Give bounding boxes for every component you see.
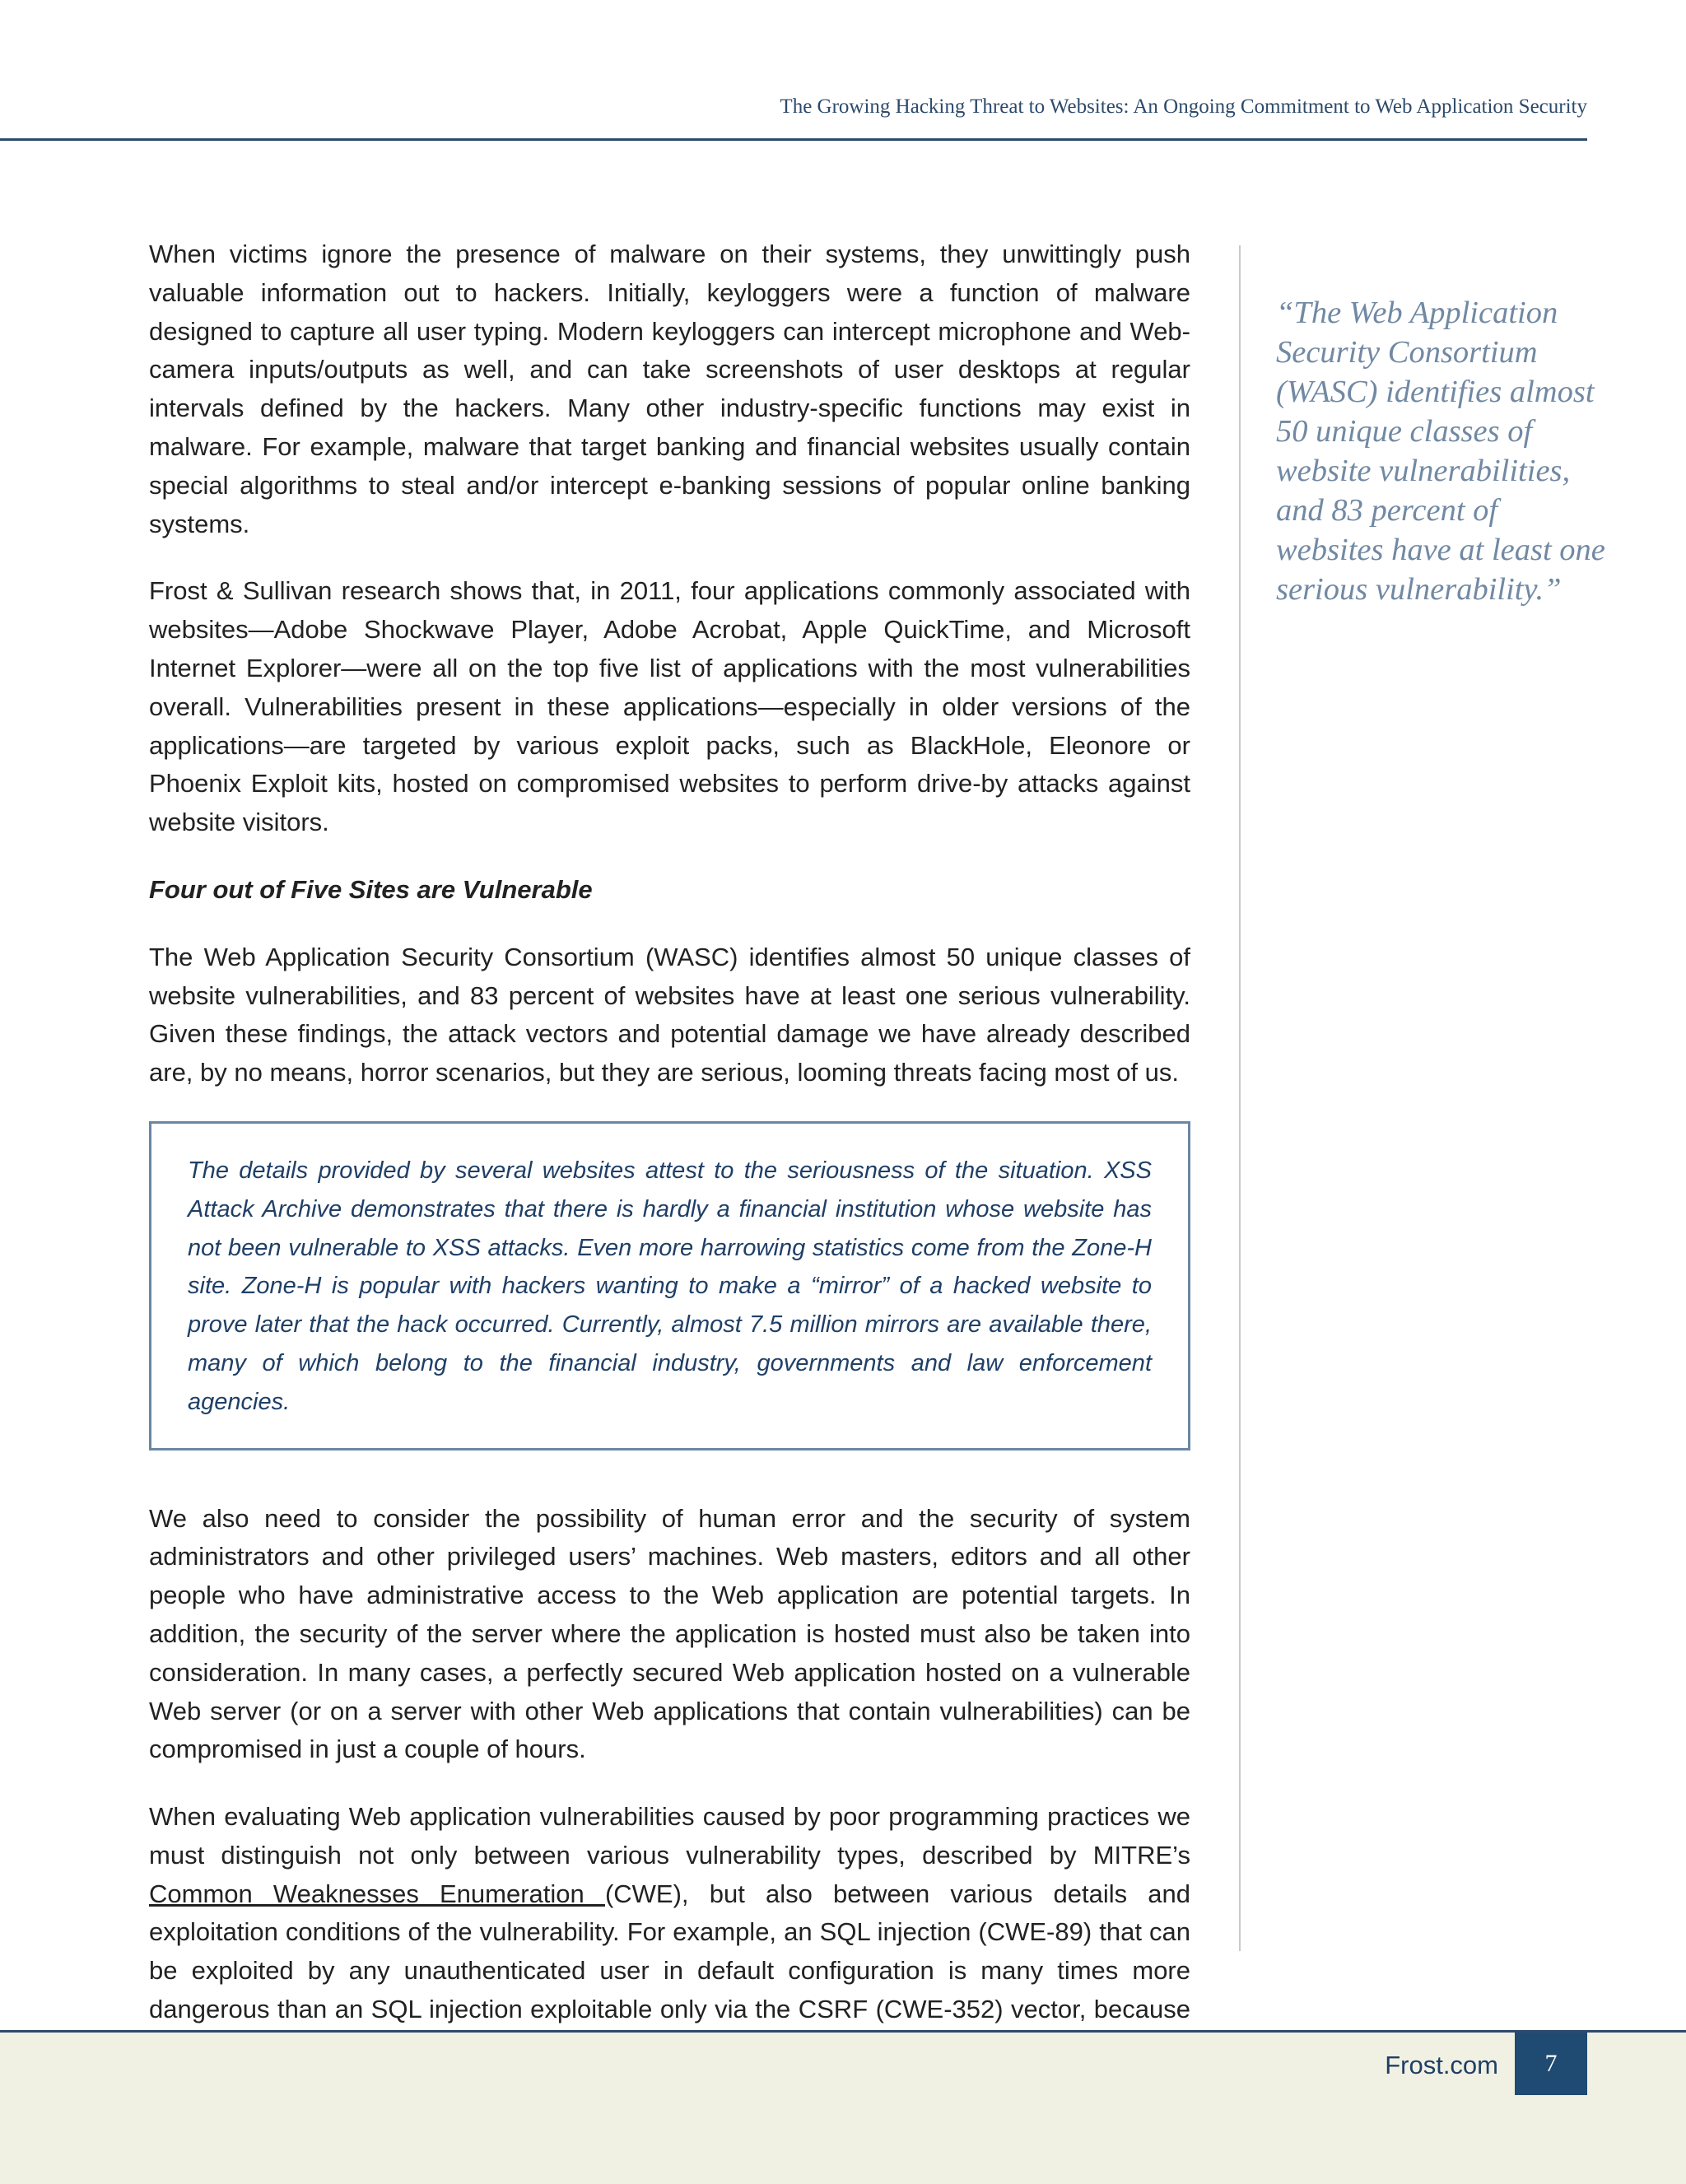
body-paragraph-5: [149, 1798, 1190, 2068]
callout-text: The details provided by several websites attest to the seriousness of the situation. XSS Attack Archive demonstrates that there is hardly a financial institution whose website has not been vulnerable to XSS attacks. Even more harrowing statistics come from the Zone-H site. Zone-H is popular with hackers wanting to make a “mirror” of a hacked website to prove later that the hack occurred. Currently, almost 7.5 million mirrors are available there, many of which belong to the financial industry, governments and law enforcement agencies.: [188, 1157, 1152, 1415]
page-number: 7: [1515, 2033, 1587, 2095]
paragraph-5-lead: When evaluating Web application vulnerabilities caused by poor programming practices we must distinguish not only between various vulnerability types, described by MITRE’s: [149, 1802, 1190, 1870]
paragraph-5-tail: (CWE), but also between various details and exploitation conditions of the vulnerability. For example, an SQL injection (CWE-89) that can be exploited by any unauthenticated user in default configuration is many times more dangerous than an SQL injection exploitable only via the CSRF (CWE-352) vector, because: [149, 1879, 1190, 2024]
main-column: [149, 235, 1190, 2097]
body-paragraph-2: Frost & Sullivan research shows that, in 2011, four applications commonly associated with websites—Adobe Shockwave Player, Adobe Acrobat, Apple QuickTime, and Microsoft Internet Explorer—were all on the top five list of applications with the most vulnerabilities overall. Vulnerabilities present in these applications—especially in older versions of the applications—are targeted by various exploit packs, such as BlackHole, Eleonore or Phoenix Exploit kits, hosted on compromised websites to perform drive-by attacks against website visitors.: [149, 576, 1190, 837]
running-header: [0, 0, 1587, 141]
section-subheading: Four out of Five Sites are Vulnerable: [149, 874, 593, 904]
cwe-link[interactable]: Common Weaknesses Enumeration: [149, 1879, 605, 1908]
body-paragraph-4: We also need to consider the possibility of human error and the security of system administrators and other privileged users’ machines. Web masters, editors and all other people who have administrative access to the Web application are potential targets. In addition, the security of the server where the application is hosted must also be taken into consideration. In many cases, a perfectly secured Web application hosted on a vulnerable Web server (or on a server with other Web applications that contain vulnerabilities) can be compromised in just a couple of hours.: [149, 1503, 1190, 1764]
body-paragraph-3: The Web Application Security Consortium (WASC) identifies almost 50 unique classes of website vulnerabilities, and 83 percent of websites have at least one serious vulnerability. Given these findings, the attack vectors and potential damage we have already described are, by no means, horror scenarios, but they are serious, looming threats facing most of us.: [149, 942, 1190, 1087]
callout-box: [149, 1121, 1190, 1451]
page-footer: [0, 2030, 1686, 2184]
column-divider: [1239, 245, 1241, 1951]
body-paragraph-1: When victims ignore the presence of malware on their systems, they unwittingly push valuable information out to hackers. Initially, keyloggers were a function of malware designed to capture all user typing. Modern keyloggers can intercept microphone and Web-camera inputs/outputs as well, and can take screenshots of user desktops at regular intervals defined by the hackers. Many other industry-specific functions may exist in malware. For example, malware that target banking and financial websites usually contain special algorithms to steal and/or intercept e-banking sessions of popular online banking systems.: [149, 240, 1190, 538]
pull-quote: “The Web Application Security Consortium (WASC) identifies almost 50 unique classes of website vulnerabilities, and 83 percent of websites have at least one serious vulnerability.”: [1276, 296, 1605, 607]
footer-brand-link[interactable]: Frost.com: [1385, 2051, 1498, 2079]
document-title: The Growing Hacking Threat to Websites: An Ongoing Commitment to Web Application Security: [780, 95, 1587, 118]
